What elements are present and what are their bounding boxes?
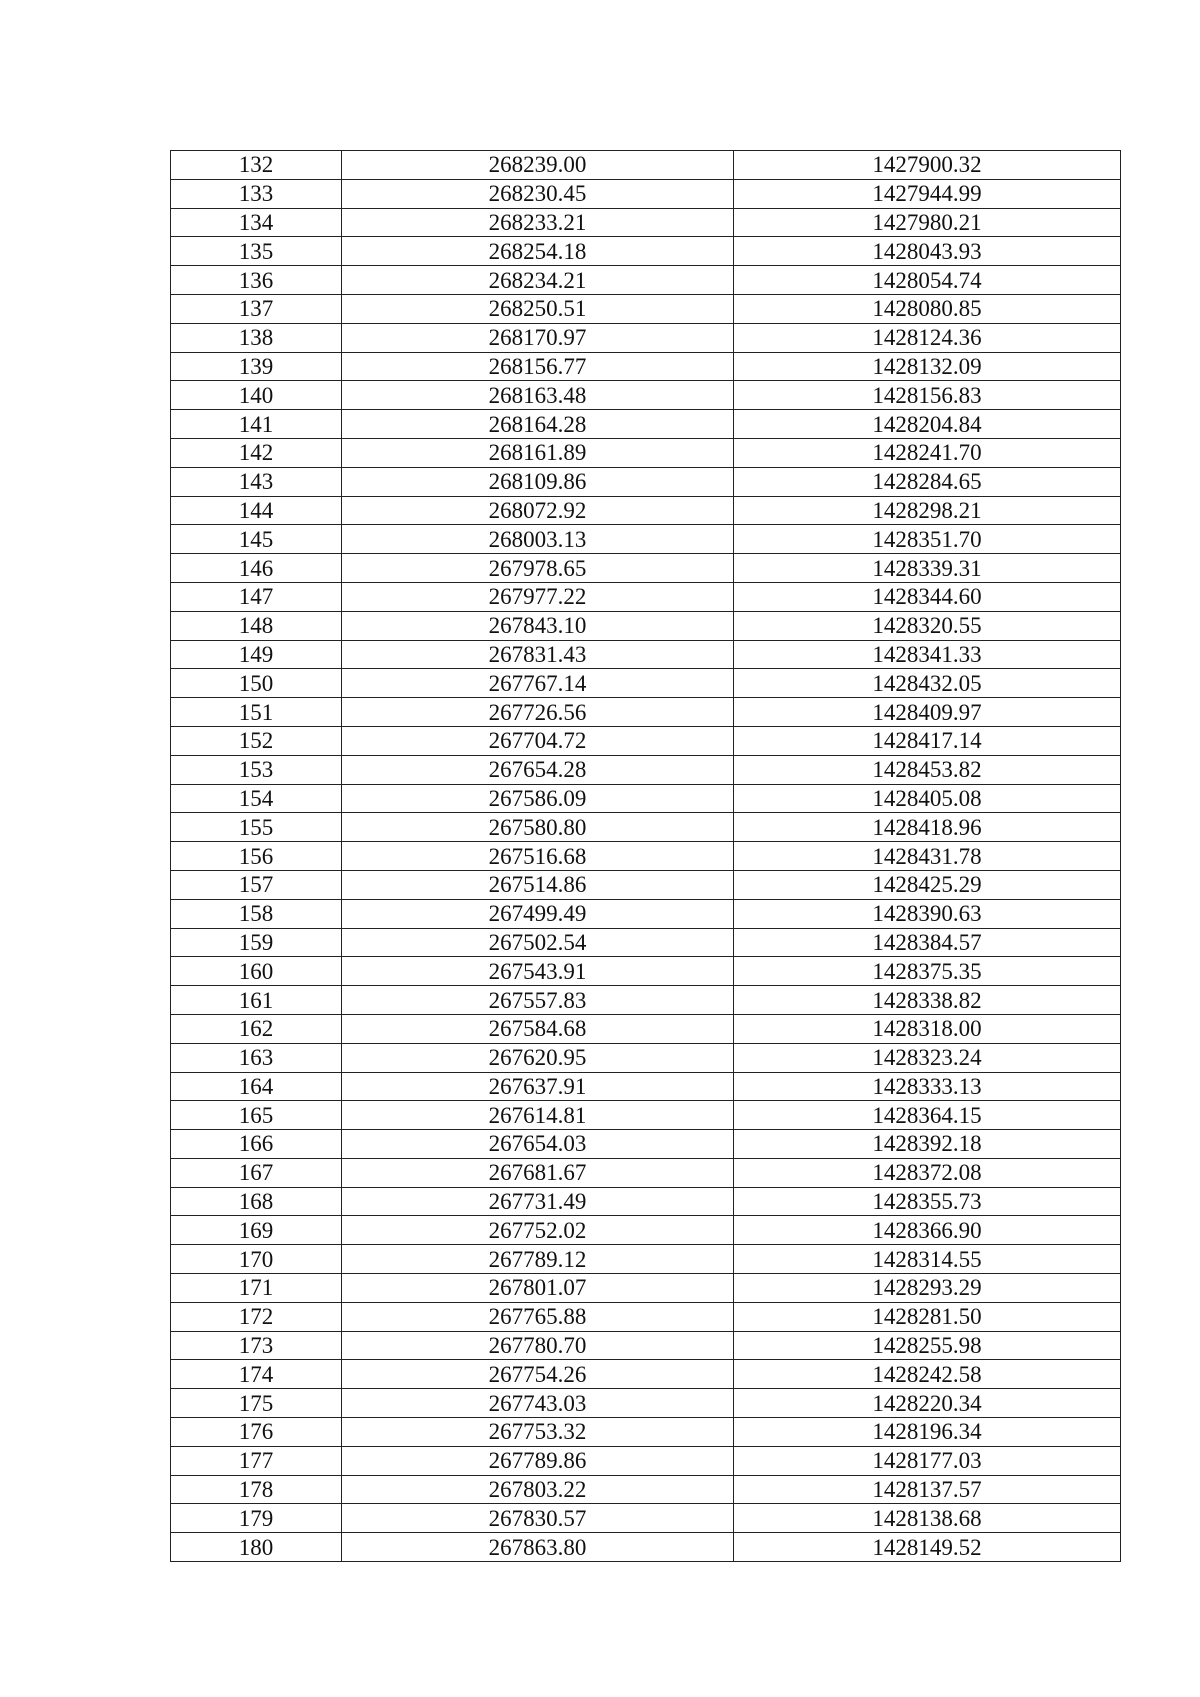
table-row	[171, 1360, 1121, 1389]
table-row	[171, 870, 1121, 899]
x-coordinate-cell: 267586.09	[342, 784, 734, 813]
y-coordinate-cell: 1428409.97	[734, 698, 1121, 727]
point-number-cell: 179	[171, 1504, 342, 1533]
x-coordinate-cell: 267831.43	[342, 640, 734, 669]
y-coordinate-cell: 1428344.60	[734, 582, 1121, 611]
x-coordinate-cell: 267789.86	[342, 1446, 734, 1475]
point-number-cell: 152	[171, 726, 342, 755]
point-number-cell: 142	[171, 438, 342, 467]
point-number-cell: 153	[171, 755, 342, 784]
point-number-cell: 146	[171, 554, 342, 583]
point-number-cell: 155	[171, 813, 342, 842]
x-coordinate-cell: 267754.26	[342, 1360, 734, 1389]
y-coordinate-cell: 1428372.08	[734, 1158, 1121, 1187]
y-coordinate-cell: 1428281.50	[734, 1302, 1121, 1331]
x-coordinate-cell: 268003.13	[342, 525, 734, 554]
table-row	[171, 755, 1121, 784]
y-coordinate-cell: 1428054.74	[734, 266, 1121, 295]
coordinate-table-body	[171, 151, 1121, 1562]
point-number-cell: 162	[171, 1014, 342, 1043]
y-coordinate-cell: 1428298.21	[734, 496, 1121, 525]
y-coordinate-cell: 1428196.34	[734, 1418, 1121, 1447]
y-coordinate-cell: 1428384.57	[734, 928, 1121, 957]
y-coordinate-cell: 1428453.82	[734, 755, 1121, 784]
point-number-cell: 144	[171, 496, 342, 525]
point-number-cell: 132	[171, 151, 342, 180]
x-coordinate-cell: 267704.72	[342, 726, 734, 755]
point-number-cell: 171	[171, 1274, 342, 1303]
point-number-cell: 173	[171, 1331, 342, 1360]
table-row	[171, 496, 1121, 525]
table-row	[171, 323, 1121, 352]
table-row	[171, 899, 1121, 928]
y-coordinate-cell: 1427900.32	[734, 151, 1121, 180]
point-number-cell: 156	[171, 842, 342, 871]
table-row	[171, 986, 1121, 1015]
y-coordinate-cell: 1428341.33	[734, 640, 1121, 669]
y-coordinate-cell: 1428156.83	[734, 381, 1121, 410]
point-number-cell: 148	[171, 611, 342, 640]
point-number-cell: 154	[171, 784, 342, 813]
table-row	[171, 1245, 1121, 1274]
y-coordinate-cell: 1427944.99	[734, 179, 1121, 208]
table-row	[171, 1302, 1121, 1331]
x-coordinate-cell: 268250.51	[342, 294, 734, 323]
y-coordinate-cell: 1428220.34	[734, 1389, 1121, 1418]
point-number-cell: 161	[171, 986, 342, 1015]
table-row	[171, 554, 1121, 583]
y-coordinate-cell: 1428080.85	[734, 294, 1121, 323]
point-number-cell: 165	[171, 1101, 342, 1130]
x-coordinate-cell: 268072.92	[342, 496, 734, 525]
y-coordinate-cell: 1428323.24	[734, 1043, 1121, 1072]
point-number-cell: 141	[171, 410, 342, 439]
y-coordinate-cell: 1428418.96	[734, 813, 1121, 842]
table-row	[171, 294, 1121, 323]
point-number-cell: 174	[171, 1360, 342, 1389]
table-row	[171, 611, 1121, 640]
y-coordinate-cell: 1428284.65	[734, 467, 1121, 496]
table-row	[171, 813, 1121, 842]
x-coordinate-cell: 267801.07	[342, 1274, 734, 1303]
point-number-cell: 151	[171, 698, 342, 727]
table-row	[171, 1216, 1121, 1245]
point-number-cell: 175	[171, 1389, 342, 1418]
point-number-cell: 149	[171, 640, 342, 669]
x-coordinate-cell: 268156.77	[342, 352, 734, 381]
x-coordinate-cell: 268233.21	[342, 208, 734, 237]
point-number-cell: 178	[171, 1475, 342, 1504]
point-number-cell: 145	[171, 525, 342, 554]
x-coordinate-cell: 267499.49	[342, 899, 734, 928]
y-coordinate-cell: 1428351.70	[734, 525, 1121, 554]
table-row	[171, 1072, 1121, 1101]
point-number-cell: 138	[171, 323, 342, 352]
point-number-cell: 134	[171, 208, 342, 237]
table-row	[171, 1446, 1121, 1475]
point-number-cell: 176	[171, 1418, 342, 1447]
x-coordinate-cell: 267753.32	[342, 1418, 734, 1447]
y-coordinate-cell: 1428339.31	[734, 554, 1121, 583]
y-coordinate-cell: 1428255.98	[734, 1331, 1121, 1360]
table-row	[171, 1475, 1121, 1504]
y-coordinate-cell: 1428320.55	[734, 611, 1121, 640]
y-coordinate-cell: 1427980.21	[734, 208, 1121, 237]
point-number-cell: 168	[171, 1187, 342, 1216]
point-number-cell: 170	[171, 1245, 342, 1274]
table-row	[171, 582, 1121, 611]
point-number-cell: 135	[171, 237, 342, 266]
x-coordinate-cell: 267620.95	[342, 1043, 734, 1072]
table-row	[171, 784, 1121, 813]
y-coordinate-cell: 1428177.03	[734, 1446, 1121, 1475]
table-row	[171, 1533, 1121, 1562]
x-coordinate-cell: 267830.57	[342, 1504, 734, 1533]
y-coordinate-cell: 1428204.84	[734, 410, 1121, 439]
table-row	[171, 438, 1121, 467]
x-coordinate-cell: 268109.86	[342, 467, 734, 496]
table-row	[171, 1158, 1121, 1187]
table-row	[171, 467, 1121, 496]
table-row	[171, 698, 1121, 727]
x-coordinate-cell: 267780.70	[342, 1331, 734, 1360]
x-coordinate-cell: 268161.89	[342, 438, 734, 467]
point-number-cell: 167	[171, 1158, 342, 1187]
point-number-cell: 158	[171, 899, 342, 928]
y-coordinate-cell: 1428405.08	[734, 784, 1121, 813]
table-row	[171, 1504, 1121, 1533]
y-coordinate-cell: 1428314.55	[734, 1245, 1121, 1274]
y-coordinate-cell: 1428417.14	[734, 726, 1121, 755]
y-coordinate-cell: 1428338.82	[734, 986, 1121, 1015]
x-coordinate-cell: 267726.56	[342, 698, 734, 727]
table-row	[171, 669, 1121, 698]
table-row	[171, 151, 1121, 180]
point-number-cell: 137	[171, 294, 342, 323]
table-row	[171, 525, 1121, 554]
x-coordinate-cell: 267863.80	[342, 1533, 734, 1562]
x-coordinate-cell: 267789.12	[342, 1245, 734, 1274]
table-row	[171, 640, 1121, 669]
point-number-cell: 164	[171, 1072, 342, 1101]
table-row	[171, 928, 1121, 957]
y-coordinate-cell: 1428333.13	[734, 1072, 1121, 1101]
table-row	[171, 208, 1121, 237]
y-coordinate-cell: 1428242.58	[734, 1360, 1121, 1389]
y-coordinate-cell: 1428241.70	[734, 438, 1121, 467]
x-coordinate-cell: 267978.65	[342, 554, 734, 583]
y-coordinate-cell: 1428366.90	[734, 1216, 1121, 1245]
table-row	[171, 842, 1121, 871]
x-coordinate-cell: 267977.22	[342, 582, 734, 611]
x-coordinate-cell: 267681.67	[342, 1158, 734, 1187]
point-number-cell: 157	[171, 870, 342, 899]
table-row	[171, 381, 1121, 410]
table-row	[171, 1389, 1121, 1418]
y-coordinate-cell: 1428043.93	[734, 237, 1121, 266]
y-coordinate-cell: 1428431.78	[734, 842, 1121, 871]
point-number-cell: 147	[171, 582, 342, 611]
x-coordinate-cell: 267843.10	[342, 611, 734, 640]
x-coordinate-cell: 267767.14	[342, 669, 734, 698]
x-coordinate-cell: 267502.54	[342, 928, 734, 957]
point-number-cell: 169	[171, 1216, 342, 1245]
y-coordinate-cell: 1428392.18	[734, 1130, 1121, 1159]
table-row	[171, 410, 1121, 439]
table-row	[171, 1274, 1121, 1303]
point-number-cell: 163	[171, 1043, 342, 1072]
x-coordinate-cell: 267584.68	[342, 1014, 734, 1043]
x-coordinate-cell: 267743.03	[342, 1389, 734, 1418]
y-coordinate-cell: 1428364.15	[734, 1101, 1121, 1130]
point-number-cell: 150	[171, 669, 342, 698]
coordinate-table	[170, 150, 1121, 1562]
x-coordinate-cell: 268170.97	[342, 323, 734, 352]
point-number-cell: 180	[171, 1533, 342, 1562]
table-row	[171, 957, 1121, 986]
x-coordinate-cell: 268254.18	[342, 237, 734, 266]
x-coordinate-cell: 267514.86	[342, 870, 734, 899]
point-number-cell: 159	[171, 928, 342, 957]
y-coordinate-cell: 1428318.00	[734, 1014, 1121, 1043]
y-coordinate-cell: 1428375.35	[734, 957, 1121, 986]
table-row	[171, 352, 1121, 381]
point-number-cell: 140	[171, 381, 342, 410]
x-coordinate-cell: 267543.91	[342, 957, 734, 986]
x-coordinate-cell: 268234.21	[342, 266, 734, 295]
x-coordinate-cell: 268164.28	[342, 410, 734, 439]
point-number-cell: 143	[171, 467, 342, 496]
x-coordinate-cell: 267654.28	[342, 755, 734, 784]
x-coordinate-cell: 267765.88	[342, 1302, 734, 1331]
x-coordinate-cell: 268230.45	[342, 179, 734, 208]
y-coordinate-cell: 1428390.63	[734, 899, 1121, 928]
x-coordinate-cell: 267803.22	[342, 1475, 734, 1504]
point-number-cell: 133	[171, 179, 342, 208]
x-coordinate-cell: 267752.02	[342, 1216, 734, 1245]
x-coordinate-cell: 267557.83	[342, 986, 734, 1015]
point-number-cell: 177	[171, 1446, 342, 1475]
point-number-cell: 136	[171, 266, 342, 295]
table-row	[171, 266, 1121, 295]
table-row	[171, 237, 1121, 266]
point-number-cell: 166	[171, 1130, 342, 1159]
point-number-cell: 160	[171, 957, 342, 986]
y-coordinate-cell: 1428137.57	[734, 1475, 1121, 1504]
table-row	[171, 1130, 1121, 1159]
table-row	[171, 1187, 1121, 1216]
y-coordinate-cell: 1428124.36	[734, 323, 1121, 352]
table-row	[171, 179, 1121, 208]
point-number-cell: 172	[171, 1302, 342, 1331]
x-coordinate-cell: 267654.03	[342, 1130, 734, 1159]
table-row	[171, 1331, 1121, 1360]
y-coordinate-cell: 1428425.29	[734, 870, 1121, 899]
y-coordinate-cell: 1428138.68	[734, 1504, 1121, 1533]
x-coordinate-cell: 267580.80	[342, 813, 734, 842]
table-row	[171, 1043, 1121, 1072]
x-coordinate-cell: 268163.48	[342, 381, 734, 410]
x-coordinate-cell: 267637.91	[342, 1072, 734, 1101]
x-coordinate-cell: 267731.49	[342, 1187, 734, 1216]
table-row	[171, 1014, 1121, 1043]
y-coordinate-cell: 1428132.09	[734, 352, 1121, 381]
table-row	[171, 726, 1121, 755]
x-coordinate-cell: 267614.81	[342, 1101, 734, 1130]
y-coordinate-cell: 1428432.05	[734, 669, 1121, 698]
table-row	[171, 1101, 1121, 1130]
table-row	[171, 1418, 1121, 1447]
y-coordinate-cell: 1428149.52	[734, 1533, 1121, 1562]
point-number-cell: 139	[171, 352, 342, 381]
y-coordinate-cell: 1428293.29	[734, 1274, 1121, 1303]
x-coordinate-cell: 268239.00	[342, 151, 734, 180]
x-coordinate-cell: 267516.68	[342, 842, 734, 871]
y-coordinate-cell: 1428355.73	[734, 1187, 1121, 1216]
